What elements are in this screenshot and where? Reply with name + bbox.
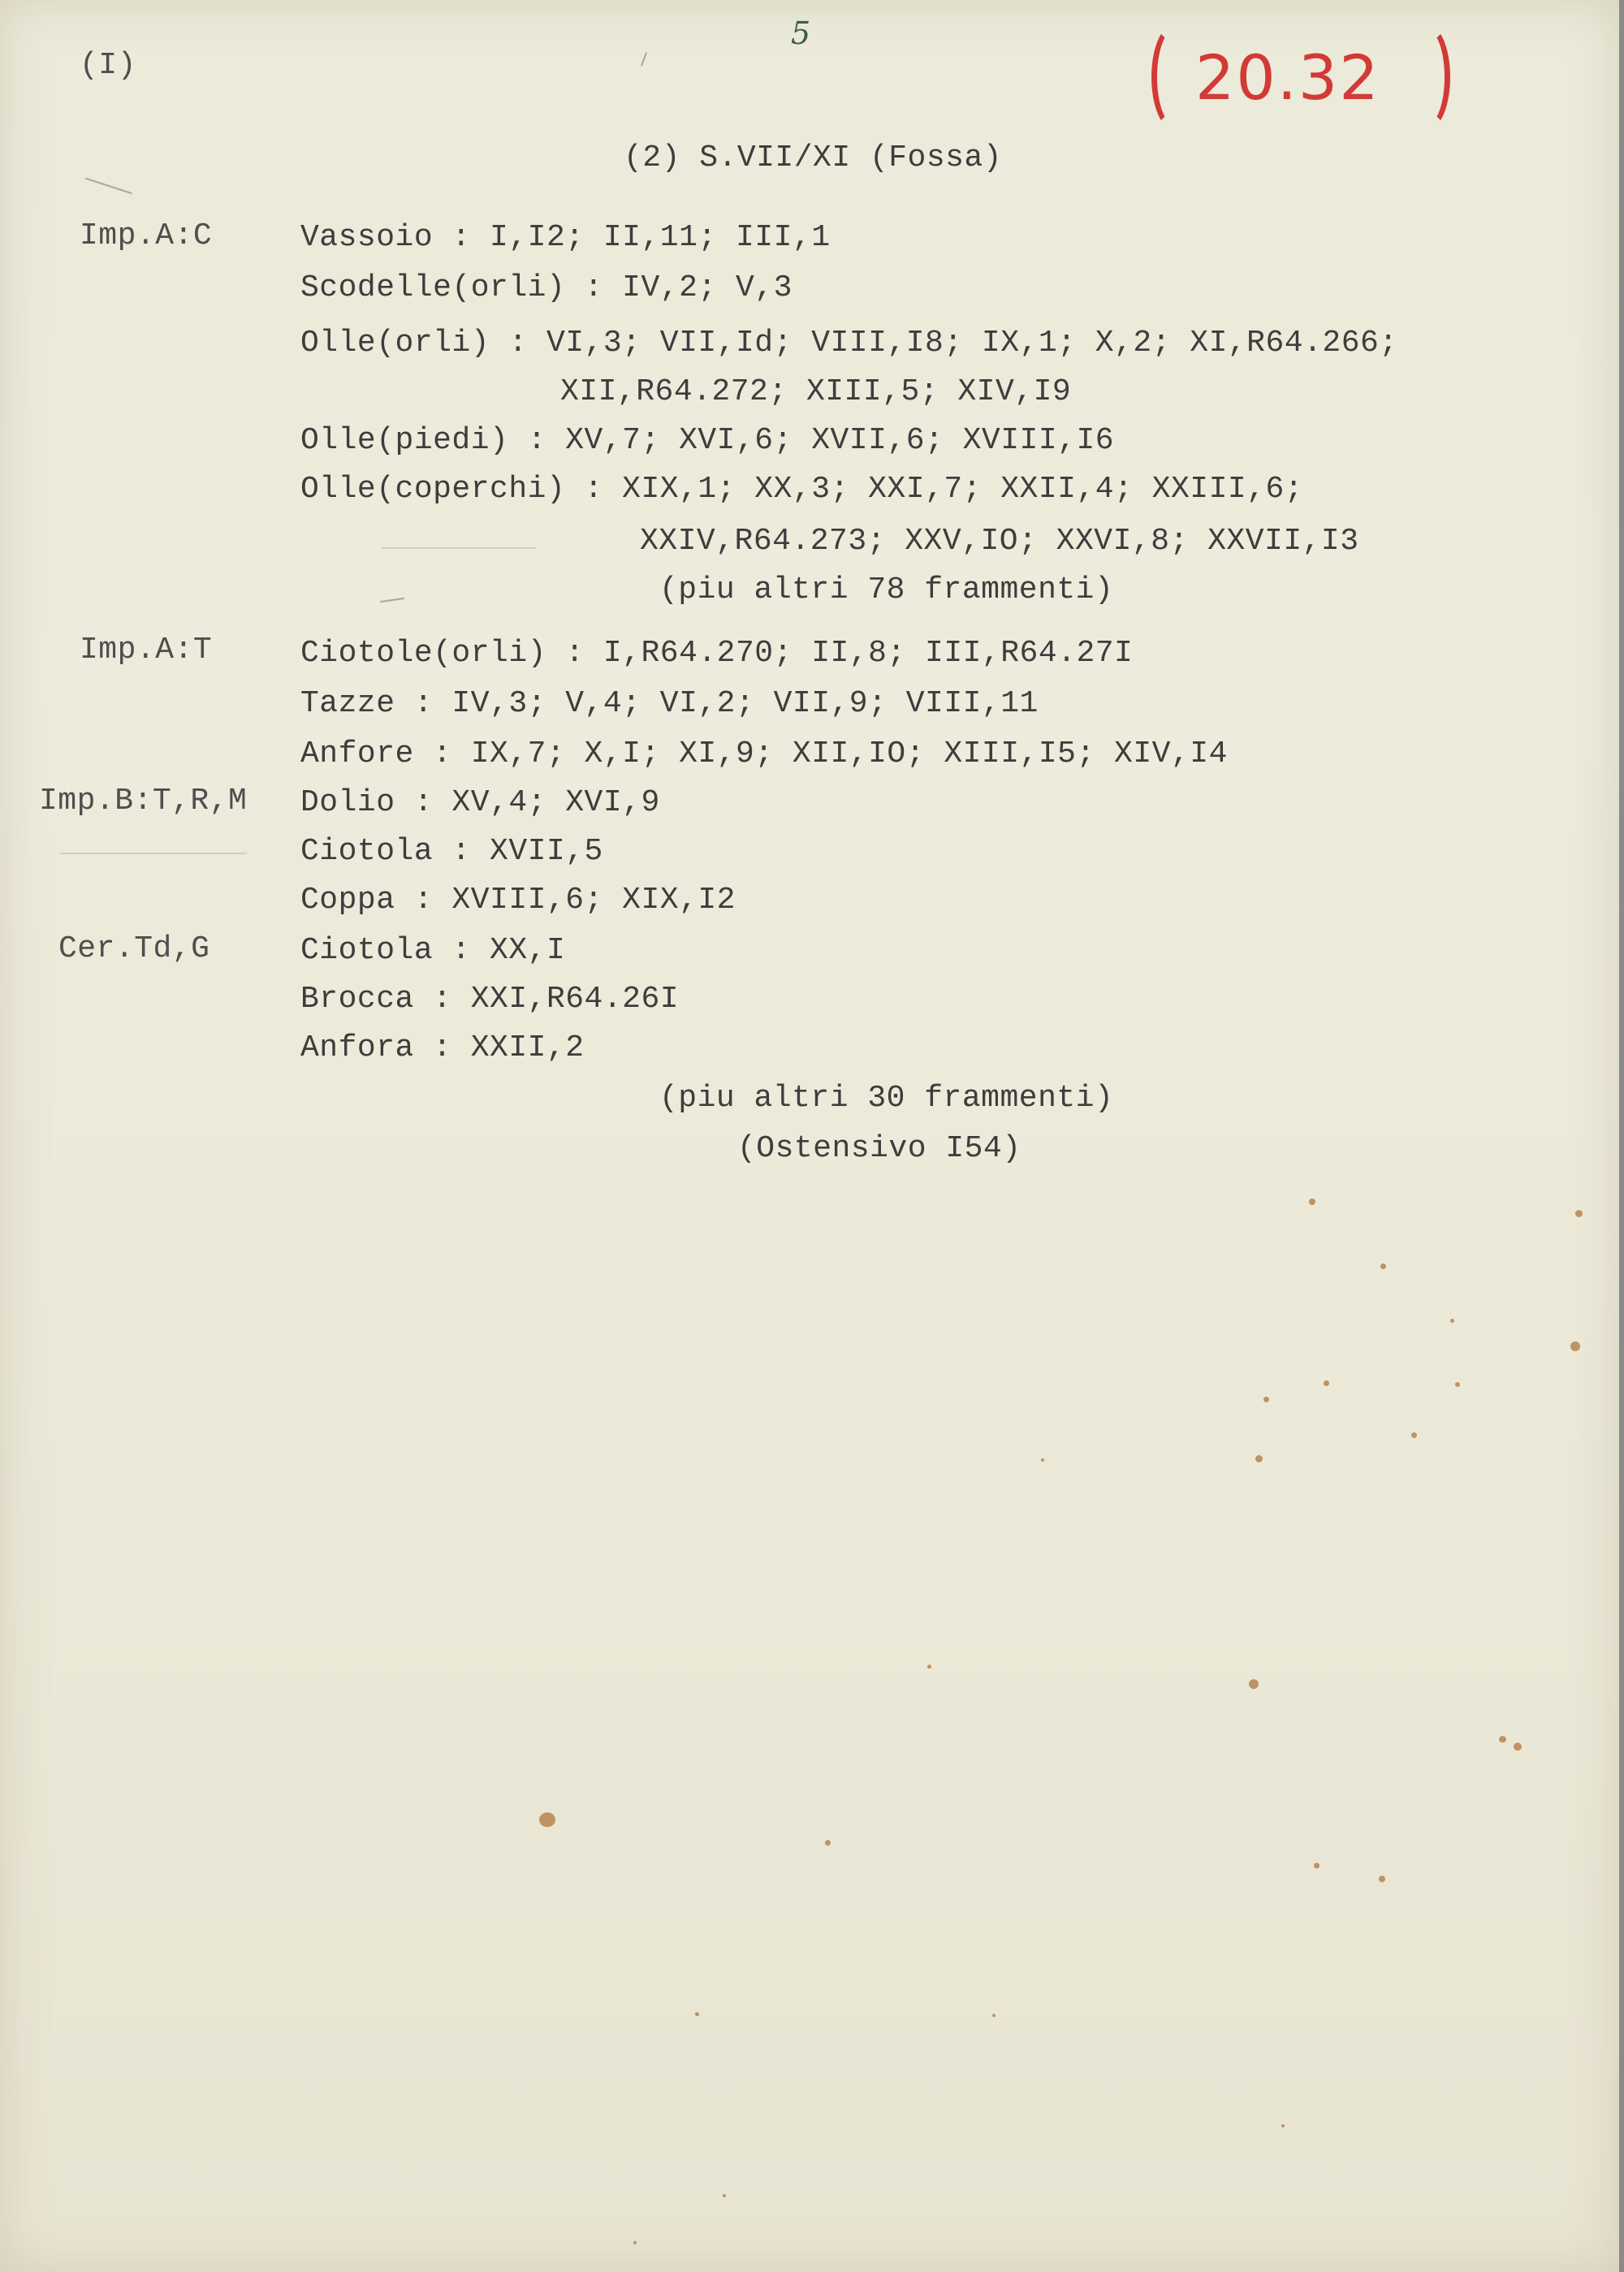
pencil-page-number: 5 <box>791 15 811 51</box>
foxing-spot <box>1514 1743 1522 1751</box>
entry-line: Ciotola : XVII,5 <box>300 834 603 869</box>
foxing-spot <box>1263 1397 1269 1402</box>
foxing-spot <box>1570 1341 1580 1351</box>
smudge-mark <box>382 547 536 549</box>
foxing-spot <box>825 1840 831 1846</box>
entry-line: Scodelle(orli) : IV,2; V,3 <box>300 270 793 305</box>
foxing-spot <box>1499 1736 1506 1743</box>
foxing-spot <box>1249 1679 1259 1689</box>
foxing-spot <box>723 2194 726 2197</box>
foxing-spot <box>539 1812 555 1827</box>
entry-line: Anfore : IX,7; X,I; XI,9; XII,IO; XIII,I5; XIV,I4 <box>300 736 1228 771</box>
foxing-spot <box>927 1665 931 1669</box>
smudge-mark <box>60 853 247 854</box>
pencil-stroke <box>641 52 647 67</box>
fragments-note: (piu altri 30 frammenti) <box>659 1081 1114 1116</box>
sheet-number: (I) <box>80 48 136 83</box>
foxing-spot <box>633 2241 637 2244</box>
foxing-spot <box>1411 1432 1417 1438</box>
foxing-spot <box>1255 1455 1263 1462</box>
class-label-imp-a-c: Imp.A:C <box>80 218 213 253</box>
class-label-cer-td: Cer.Td,G <box>58 931 210 966</box>
foxing-spot <box>1450 1319 1454 1323</box>
entry-line: Anfora : XXII,2 <box>300 1030 585 1065</box>
archive-number-right-paren <box>1405 24 1450 130</box>
entry-line: Ciotola : XX,I <box>300 933 566 968</box>
fragments-note: (piu altri 78 frammenti) <box>659 572 1114 607</box>
page-title: (2) S.VII/XI (Fossa) <box>624 140 1003 175</box>
foxing-spot <box>992 2014 996 2017</box>
foxing-spot <box>1281 2124 1285 2127</box>
foxing-spot <box>1324 1380 1329 1386</box>
pencil-stroke <box>380 598 404 603</box>
entry-line: Vassoio : I,I2; II,11; III,1 <box>300 220 831 255</box>
entry-line: Olle(orli) : VI,3; VII,Id; VIII,I8; IX,1; X,2; XI,R64.266; <box>300 326 1398 361</box>
entry-line: XXIV,R64.273; XXV,IO; XXVI,8; XXVII,I3 <box>640 524 1359 559</box>
entry-line: Ciotole(orli) : I,R64.270; II,8; III,R64.27I <box>300 636 1134 671</box>
pencil-stroke <box>85 178 132 194</box>
foxing-spot <box>1575 1210 1583 1217</box>
entry-line: Olle(piedi) : XV,7; XVI,6; XVII,6; XVIII,I6 <box>300 423 1115 458</box>
entry-line: XII,R64.272; XIII,5; XIV,I9 <box>560 374 1072 409</box>
entry-line: Dolio : XV,4; XVI,9 <box>300 785 660 820</box>
foxing-spot <box>1380 1263 1386 1269</box>
class-label-imp-b: Imp.B:T,R,M <box>39 784 248 819</box>
archive-number-left-paren <box>1151 24 1197 130</box>
entry-line: Olle(coperchi) : XIX,1; XX,3; XXI,7; XXII,4; XXIII,6; <box>300 472 1304 507</box>
foxing-spot <box>1041 1458 1044 1462</box>
foxing-spot <box>1455 1382 1460 1387</box>
foxing-spot <box>1379 1876 1385 1882</box>
foxing-spot <box>695 2012 699 2016</box>
class-label-imp-a-t: Imp.A:T <box>80 633 213 667</box>
ostensivo-note: (Ostensivo I54) <box>737 1131 1021 1166</box>
entry-line: Coppa : XVIII,6; XIX,I2 <box>300 883 736 918</box>
foxing-spot <box>1309 1199 1315 1205</box>
archive-number: 20.32 <box>1195 41 1380 114</box>
entry-line: Tazze : IV,3; V,4; VI,2; VII,9; VIII,11 <box>300 686 1039 721</box>
entry-line: Brocca : XXI,R64.26I <box>300 982 680 1017</box>
foxing-spot <box>1314 1863 1320 1868</box>
